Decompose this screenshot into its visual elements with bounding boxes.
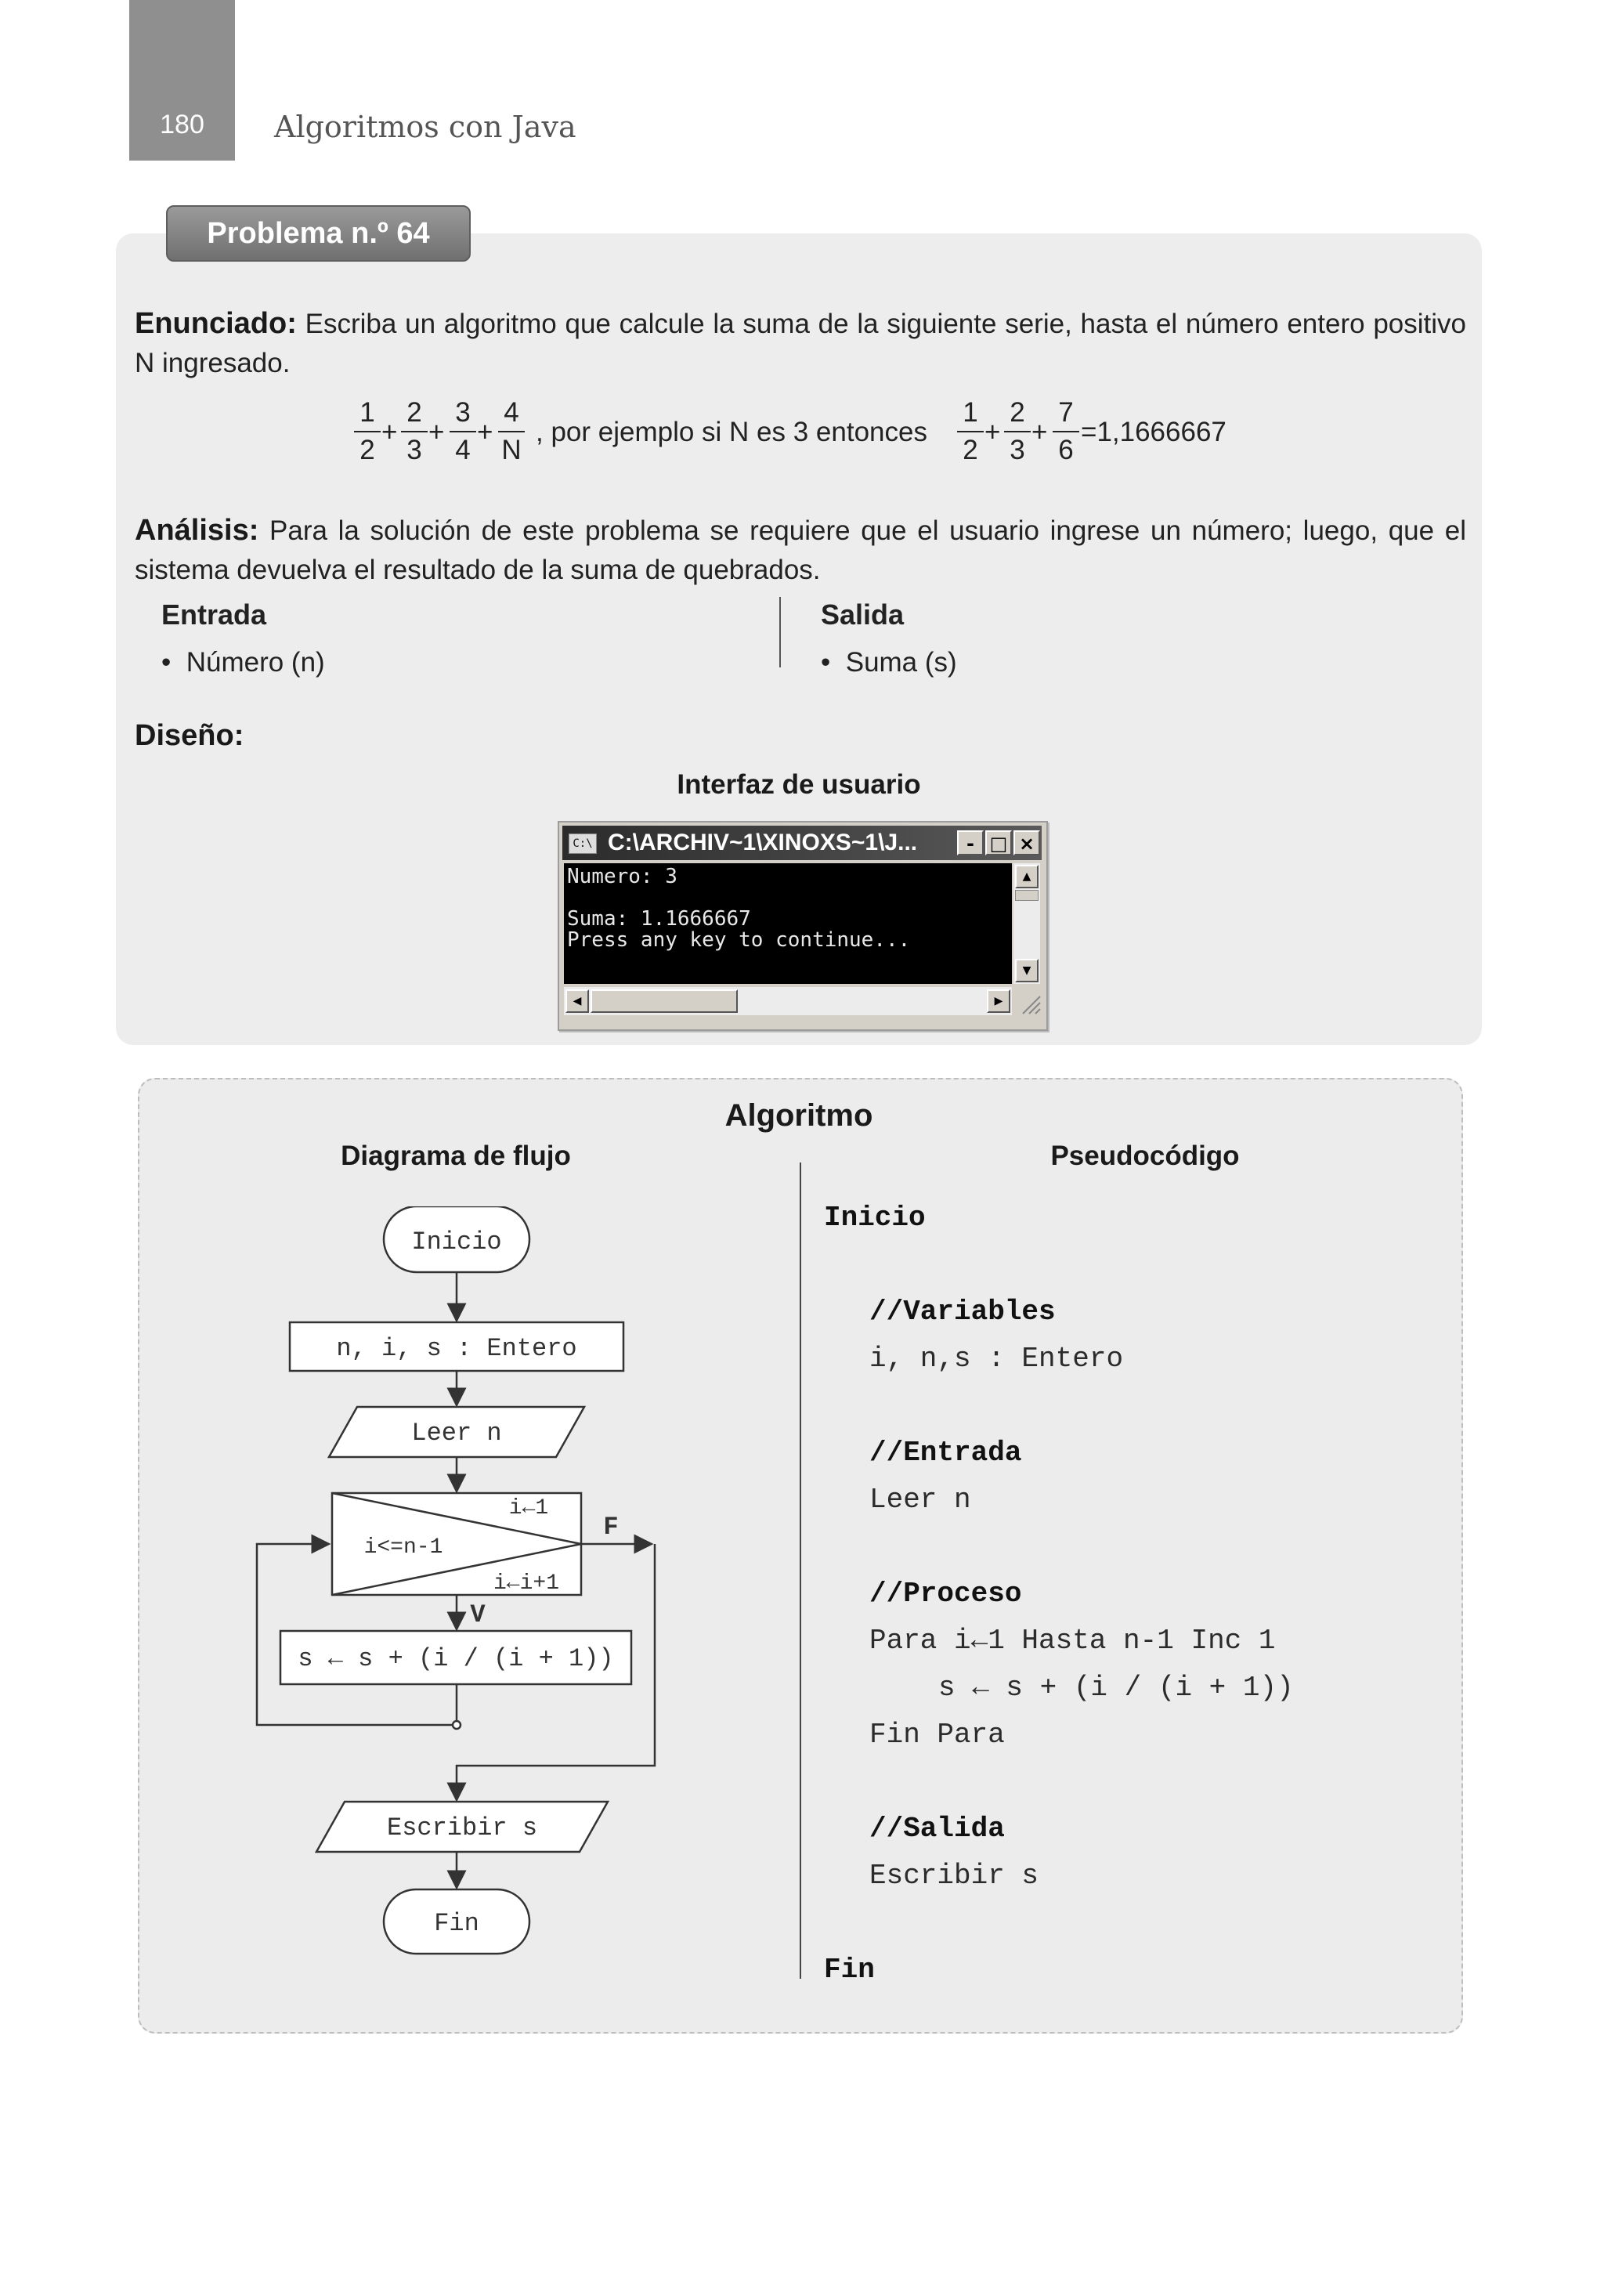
- denominator: 2: [963, 435, 978, 465]
- algorithm-title: Algoritmo: [724, 1098, 873, 1133]
- series-fraction: [498, 396, 525, 467]
- declare-label: n, i, s : Entero: [336, 1334, 577, 1363]
- pseudo-line-comment: //Variables: [869, 1296, 1056, 1328]
- numerator: 2: [406, 397, 422, 428]
- numerator: 1: [963, 397, 978, 428]
- numerator: 4: [504, 397, 519, 428]
- console-title: C:\ARCHIV~1\XINOXS~1\J...: [608, 830, 918, 855]
- close-button[interactable]: ×: [1013, 830, 1040, 855]
- maximize-button[interactable]: □: [985, 830, 1012, 855]
- input-label: Leer n: [411, 1419, 502, 1448]
- loop-connector: [453, 1721, 461, 1729]
- resize-grip-icon[interactable]: [1017, 990, 1042, 1015]
- pseudo-line-comment: //Proceso: [869, 1578, 1022, 1610]
- scroll-up-icon[interactable]: ▲: [1015, 865, 1039, 888]
- io-divider: [779, 597, 781, 667]
- denominator: 2: [359, 435, 375, 465]
- pseudo-line-comment: //Salida: [869, 1813, 1005, 1845]
- pseudo-line: Leer n: [869, 1484, 971, 1516]
- enunciado-text: Escriba un algoritmo que calcule la suma de la siguiente serie, hasta el número entero positivo N ingresado.: [135, 309, 1466, 378]
- bullet: •: [821, 647, 831, 678]
- numerator: 3: [455, 397, 471, 428]
- analisis-paragraph: [135, 511, 1466, 590]
- series-fraction: [401, 396, 428, 467]
- scroll-left-icon[interactable]: ◀: [565, 989, 589, 1013]
- console-title-bar[interactable]: [562, 826, 1042, 860]
- console-line: Numero: 3: [567, 865, 677, 888]
- horizontal-scrollbar[interactable]: [564, 987, 1012, 1015]
- numerator: 7: [1058, 397, 1074, 428]
- plus-sign: +: [984, 417, 1001, 447]
- pseudo-line: s ← s + (i / (i + 1)): [938, 1672, 1294, 1704]
- pseudo-line-comment: //Entrada: [869, 1437, 1022, 1469]
- plus-sign: +: [477, 417, 493, 447]
- scroll-down-icon[interactable]: ▼: [1015, 959, 1039, 982]
- bullet: •: [161, 647, 172, 678]
- console-line: Suma: 1.1666667: [567, 907, 751, 931]
- loop-cond-label: i<=n-1: [363, 1535, 443, 1560]
- scroll-thumb[interactable]: [1015, 890, 1039, 901]
- salida-header: Salida: [821, 598, 905, 631]
- scroll-right-icon[interactable]: ▶: [987, 989, 1010, 1013]
- example-fraction: [957, 396, 984, 467]
- loop-inc-label: i←i+1: [493, 1571, 560, 1596]
- book-title: Algoritmos con Java: [274, 110, 576, 144]
- pseudo-line: Fin Para: [869, 1719, 1005, 1751]
- analisis-text: Para la solución de este problema se requiere que el usuario ingrese un número; luego, que el sistema devuelva el resultado de la suma de quebrados.: [135, 515, 1466, 585]
- denominator: 4: [455, 435, 471, 465]
- denominator: 3: [1010, 435, 1025, 465]
- series-fraction: [354, 396, 381, 467]
- plus-sign: +: [1031, 417, 1048, 447]
- plus-sign: +: [428, 417, 445, 447]
- pseudo-line: Escribir s: [869, 1860, 1039, 1892]
- numerator: 1: [359, 397, 375, 428]
- console-icon: C:\: [569, 833, 597, 854]
- salida-item: [821, 647, 957, 678]
- diseno-heading: Diseño:: [135, 719, 244, 752]
- console-window: [558, 821, 1048, 1031]
- ui-title: Interfaz de usuario: [677, 769, 921, 800]
- denominator: N: [501, 435, 522, 465]
- flowchart-title: Diagrama de flujo: [341, 1141, 571, 1171]
- denominator: 6: [1058, 435, 1074, 465]
- console-line: Press any key to continue...: [567, 928, 911, 952]
- pseudo-line: Para i←1 Hasta n-1 Inc 1: [869, 1625, 1276, 1657]
- entrada-item-text: Número (n): [186, 647, 325, 678]
- vertical-scrollbar[interactable]: [1013, 863, 1040, 984]
- scroll-thumb[interactable]: [591, 989, 738, 1013]
- start-label: Inicio: [411, 1228, 502, 1256]
- series-fraction: [450, 396, 476, 467]
- numerator: 2: [1010, 397, 1025, 428]
- denominator: 3: [406, 435, 422, 465]
- entrada-header: Entrada: [161, 598, 267, 631]
- process-label: s ← s + (i / (i + 1)): [298, 1644, 614, 1673]
- console-line: [567, 888, 1012, 909]
- problem-tab: Problema n.º 64: [166, 205, 471, 262]
- plus-sign: +: [381, 417, 398, 447]
- example-fraction: [1004, 396, 1031, 467]
- minimize-button[interactable]: -: [957, 830, 984, 855]
- algorithm-divider: [800, 1162, 801, 1979]
- enunciado-paragraph: [135, 304, 1466, 383]
- analisis-label: Análisis:: [135, 514, 259, 547]
- loop-init-label: i←1: [508, 1496, 549, 1520]
- end-label: Fin: [434, 1909, 479, 1938]
- equals-result: =1,1666667: [1081, 417, 1226, 447]
- output-label: Escribir s: [386, 1813, 538, 1842]
- page-number: 180: [160, 110, 204, 139]
- flowchart: [235, 1206, 674, 1958]
- example-fraction: [1053, 396, 1079, 467]
- salida-item-text: Suma (s): [845, 647, 957, 678]
- pseudo-line-inicio: Inicio: [824, 1202, 926, 1234]
- pseudo-line: i, n,s : Entero: [869, 1343, 1124, 1375]
- enunciado-label: Enunciado:: [135, 307, 297, 340]
- entrada-item: [161, 647, 325, 678]
- pseudo-line-fin: Fin: [824, 1954, 875, 1986]
- true-label: V: [470, 1600, 486, 1629]
- pseudocode-title: Pseudocódigo: [1050, 1141, 1240, 1171]
- false-label: F: [603, 1513, 619, 1542]
- console-output: [564, 863, 1012, 984]
- example-text: , por ejemplo si N es 3 entonces: [536, 417, 927, 447]
